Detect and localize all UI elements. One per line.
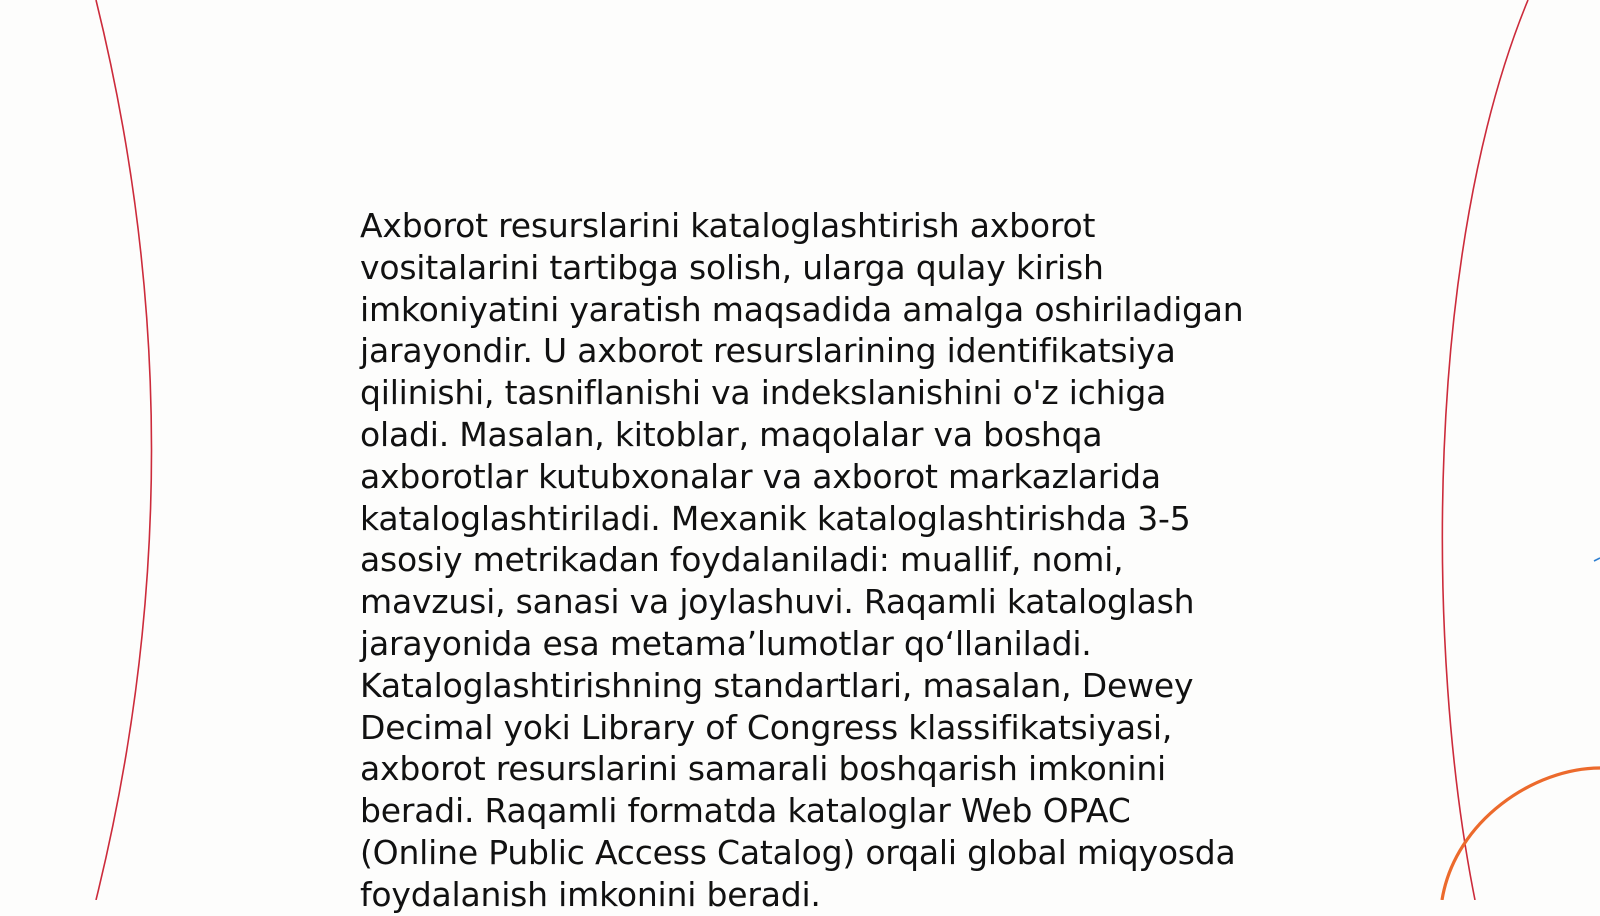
slide-body-text: Axborot resurslarini kataloglashtirish axborot vositalarini tartibga solish, ularga qulay kirish imkoniyatini yaratish maqsadida amalga oshiriladigan jarayondir. U axborot resurslarining identifikatsiya qilinishi, tasniflanishi va indekslanishini o'z ichiga oladi. Masalan, kitoblar, maqolalar va boshqa axborotlar kutubxonalar va axborot markazlarida kataloglashtiriladi. Mexanik kataloglashtirishda 3-5 asosiy metrikadan foydalaniladi: muallif, nomi, mavzusi, sanasi va joylashuvi. Raqamli kataloglash jarayonida esa metama’lumotlar qo‘llaniladi. Kataloglashtirishning standartlari, masalan, Dewey Decimal yoki Library of Congress klassifikatsiyasi, axborot resurslarini samarali boshqarish imkonini beradi. Raqamli formatda kataloglar Web OPAC (Online Public Access Catalog) orqali global miqyosda foydalanish imkonini beradi. <box>360 206 1244 914</box>
right-red-curve <box>1442 0 1528 900</box>
blue-accent-mark <box>1594 558 1600 561</box>
left-red-curve <box>96 0 152 900</box>
orange-circle-arc <box>1442 768 1600 900</box>
